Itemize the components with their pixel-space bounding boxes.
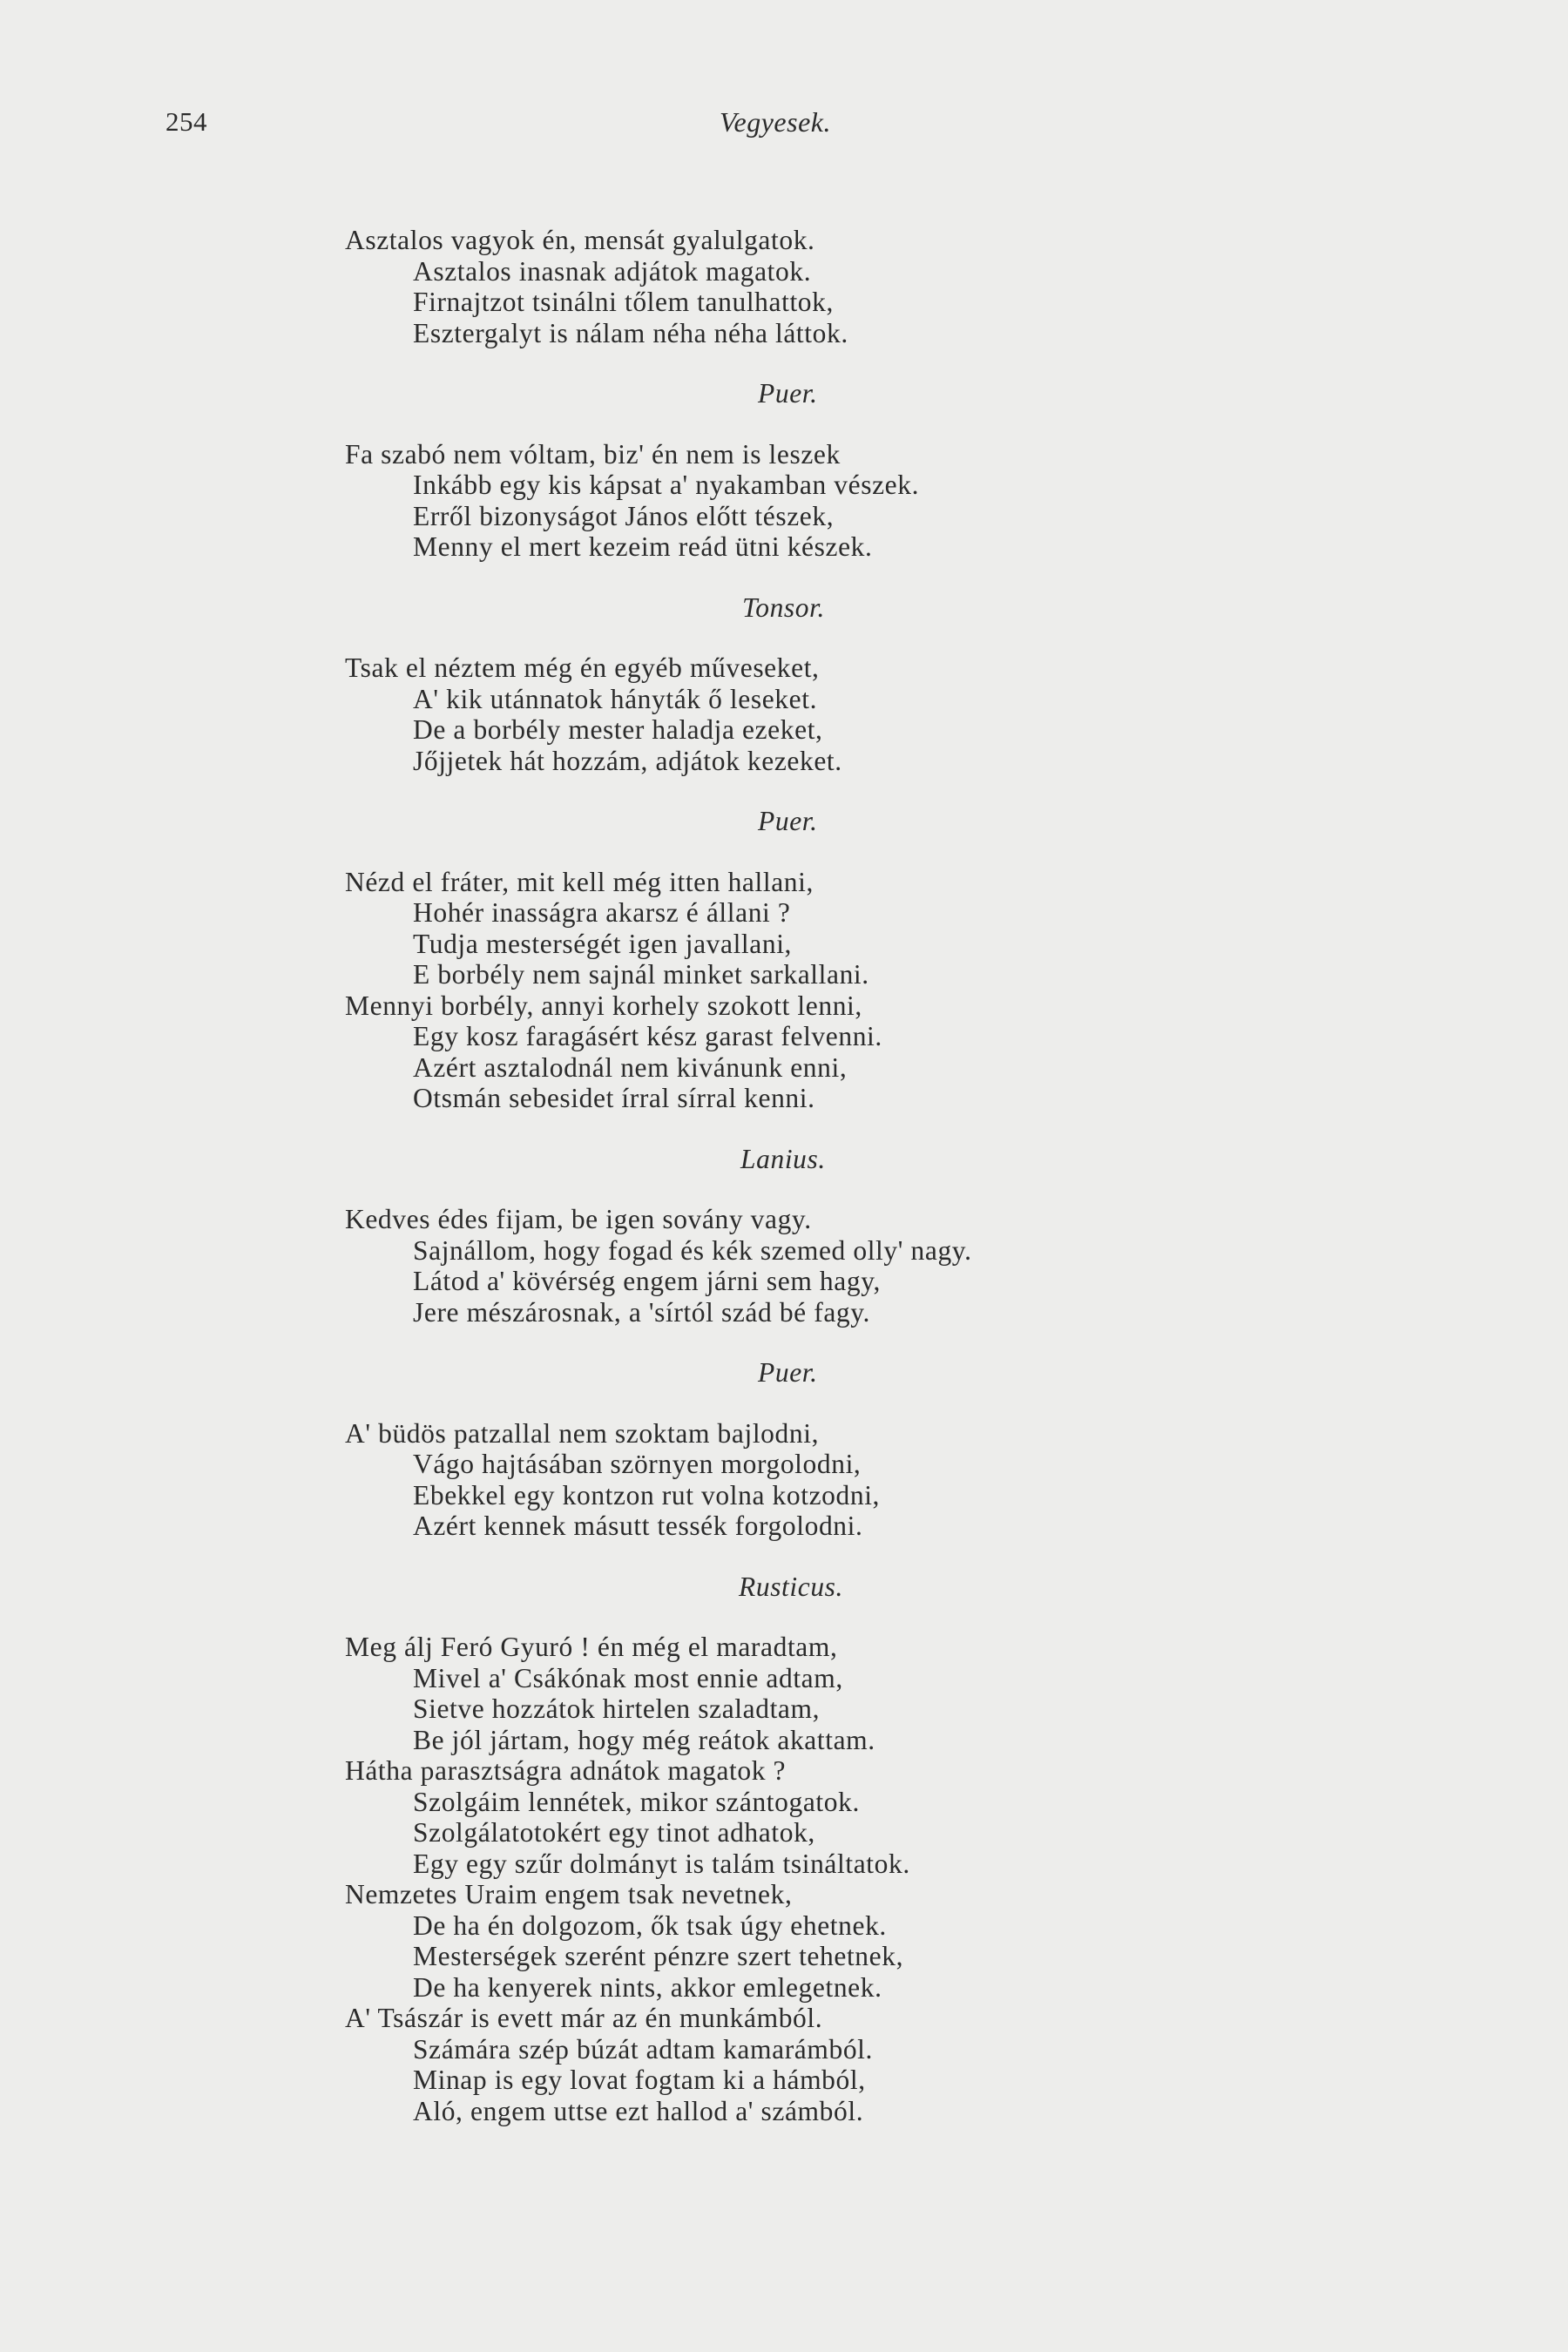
verse-line: Erről bizonyságot János előtt tészek,: [413, 500, 835, 531]
verse-line: E borbély nem sajnál minket sarkallani.: [413, 959, 869, 990]
verse-line: Nézd el fráter, mit kell még itten hallani,: [345, 866, 814, 897]
verse-line: Látod a' kövérség engem járni sem hagy,: [413, 1266, 881, 1296]
verse-line: De ha kenyerek nints, akkor emlegetnek.: [413, 1971, 882, 2003]
verse-line: Inkább egy kis kápsat a' nyakamban vészek.: [413, 470, 920, 500]
verse-line: Mesterségek szerént pénzre szert tehetnek,: [413, 1941, 904, 1971]
verse-line: Hátha parasztságra adnátok magatok ?: [345, 1755, 787, 1786]
verse-line: Azért kennek másutt tessék forgolodni.: [413, 1511, 863, 1541]
speaker-heading: Puer.: [758, 378, 818, 409]
verse-line: A' büdös patzallal nem szoktam bajlodni,: [345, 1417, 820, 1449]
verse-line: Fa szabó nem vóltam, biz' én nem is leszek: [345, 438, 841, 470]
stanza: [345, 867, 1477, 1114]
verse-line: Aló, engem uttse ezt hallod a' számból.: [413, 2095, 864, 2126]
verse-line: Sajnállom, hogy fogad és kék szemed olly' nagy.: [413, 1234, 972, 1266]
verse-line: Tsak el néztem még én egyéb műveseket,: [345, 652, 820, 683]
poem-body: [345, 225, 1477, 2156]
verse-line: Nemzetes Uraim engem tsak nevetnek,: [345, 1879, 793, 1909]
verse-line: Be jól jártam, hogy még reátok akattam.: [413, 1724, 875, 1755]
verse-line: Sietve hozzátok hirtelen szaladtam,: [413, 1693, 821, 1724]
verse-line: Minap is egy lovat fogtam ki a hámból,: [413, 2065, 866, 2095]
verse-line: Tudja mesterségét igen javallani,: [413, 928, 793, 959]
verse-line: Azért asztalodnál nem kivánunk enni,: [413, 1051, 848, 1083]
speaker-heading: Puer.: [758, 1357, 818, 1388]
verse-line: Egy egy szűr dolmányt is talám tsináltatok.: [413, 1848, 910, 1879]
stanza: [345, 439, 1477, 563]
verse-line: Hohér inasságra akarsz é állani ?: [413, 897, 791, 928]
verse-line: Esztergalyt is nálam néha néha láttok.: [413, 317, 848, 348]
verse-line: De a borbély mester haladja ezeket,: [413, 714, 823, 745]
verse-line: Mivel a' Csákónak most ennie adtam,: [413, 1662, 843, 1693]
stanza: [345, 652, 1477, 776]
verse-line: Jere mészárosnak, a 'sírtól szád bé fagy.: [413, 1296, 871, 1328]
stanza: [345, 1418, 1477, 1542]
verse-line: A' Tsászár is evett már az én munkámból.: [345, 2003, 823, 2033]
stanza: [345, 1204, 1477, 1328]
page-number: 254: [166, 106, 207, 137]
verse-line: Menny el mert kezeim reád ütni készek.: [413, 531, 873, 562]
verse-line: Asztalos inasnak adjátok magatok.: [413, 255, 812, 287]
speaker-heading: Tonsor.: [742, 591, 825, 623]
verse-line: De ha én dolgozom, ők tsak úgy ehetnek.: [413, 1909, 887, 1941]
verse-line: Egy kosz faragásért kész garast felvenni.: [413, 1021, 882, 1051]
verse-line: Szolgálatotokért egy tinot adhatok,: [413, 1817, 815, 1848]
speaker-heading: Puer.: [758, 806, 818, 836]
verse-line: Otsmán sebesidet írral sírral kenni.: [413, 1083, 815, 1113]
verse-line: Szolgáim lennétek, mikor szántogatok.: [413, 1786, 860, 1817]
verse-line: Jőjjetek hát hozzám, adjátok kezeket.: [413, 745, 842, 776]
verse-line: Asztalos vagyok én, mensát gyalulgatok.: [345, 225, 815, 255]
stanza: [345, 1632, 1477, 2126]
speaker-heading: Lanius.: [740, 1143, 826, 1174]
verse-line: Vágo hajtásában szörnyen morgolodni,: [413, 1449, 862, 1479]
verse-line: Meg álj Feró Gyuró ! én még el maradtam,: [345, 1632, 838, 1662]
verse-line: Számára szép búzát adtam kamarámból.: [413, 2033, 873, 2065]
speaker-heading: Rusticus.: [739, 1571, 844, 1602]
running-title: Vegyesek.: [720, 106, 831, 138]
verse-line: Kedves édes fijam, be igen sovány vagy.: [345, 1204, 812, 1234]
verse-line: Mennyi borbély, annyi korhely szokott lenni,: [345, 990, 862, 1021]
verse-line: A' kik utánnatok hányták ő leseket.: [413, 683, 818, 714]
stanza: [345, 225, 1477, 348]
verse-line: Firnajtzot tsinálni tőlem tanulhattok,: [413, 287, 834, 317]
verse-line: Ebekkel egy kontzon rut volna kotzodni,: [413, 1479, 881, 1511]
